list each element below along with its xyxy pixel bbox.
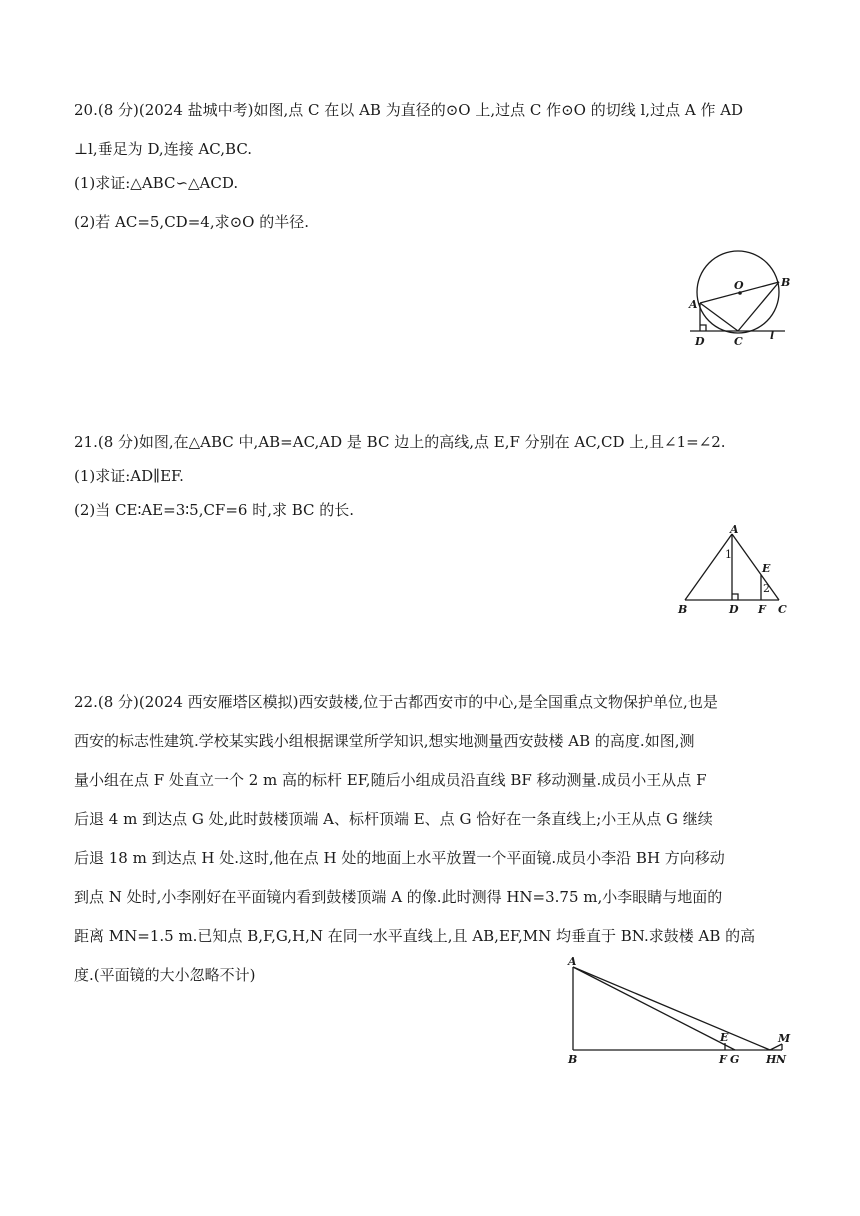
label-a: A (689, 298, 698, 311)
problem-22-line-8: 度.(平面镜的大小忽略不计) (74, 966, 256, 984)
problem-22-line-1: 22.(8 分)(2024 西安雁塔区模拟)西安鼓楼,位于古都西安市的中心,是全国重点文物保护单位,也是 (74, 693, 718, 711)
problem-21-part-2: (2)当 CE∶AE=3∶5,CF=6 时,求 BC 的长. (74, 501, 355, 519)
label-a: A (568, 955, 577, 968)
label-g: G (730, 1053, 740, 1066)
label-a: A (730, 523, 739, 536)
problem-20-part-1: (1)求证:△ABC∽△ACD. (74, 174, 239, 192)
problem-22-line-6: 到点 N 处时,小李刚好在平面镜内看到鼓楼顶端 A 的像.此时测得 HN=3.75 m,小李眼睛与地面的 (74, 888, 723, 906)
label-e: E (762, 562, 771, 575)
right-angle-mark-d (732, 594, 738, 600)
sight-line-ag (573, 967, 735, 1050)
side-ab (685, 534, 732, 600)
problem-22-line-3: 量小组在点 F 处直立一个 2 m 高的标杆 EF,随后小组成员沿直线 BF 移动测量.成员小王从点 F (74, 771, 707, 789)
label-m: M (778, 1032, 791, 1045)
problem-21-part-1: (1)求证:AD∥EF. (74, 467, 184, 485)
problem-22-line-5: 后退 18 m 到达点 H 处.这时,他在点 H 处的地面上水平放置一个平面镜.成员小李沿 BH 方向移动 (74, 849, 725, 867)
problem-20-line-2: ⊥l,垂足为 D,连接 AC,BC. (74, 140, 253, 158)
label-e: E (720, 1031, 729, 1044)
problem-20-line-1: 20.(8 分)(2024 盐城中考)如图,点 C 在以 AB 为直径的⊙O 上,过点 C 作⊙O 的切线 l,过点 A 作 AD (74, 101, 744, 119)
problem-20-part-2: (2)若 AC=5,CD=4,求⊙O 的半径. (74, 213, 309, 231)
label-b: B (678, 603, 688, 616)
problem-22-line-7: 距离 MN=1.5 m.已知点 B,F,G,H,N 在同一水平直线上,且 AB,EF,MN 均垂直于 BN.求鼓楼 AB 的高 (74, 927, 756, 945)
circle-o (697, 251, 779, 333)
label-f: F (719, 1053, 727, 1066)
label-b: B (568, 1053, 578, 1066)
label-b: B (781, 276, 791, 289)
problem-21-line-1: 21.(8 分)如图,在△ABC 中,AB=AC,AD 是 BC 边上的高线,点 E,F 分别在 AC,CD 上,且∠1=∠2. (74, 433, 726, 451)
drum-tower-figure (560, 950, 800, 1075)
side-ac (732, 534, 779, 600)
angle-label-2: 2 (763, 582, 770, 595)
label-l: l (770, 329, 775, 342)
label-o: O (734, 279, 744, 292)
problem-22-line-2: 西安的标志性建筑.学校某实践小组根据课堂所学知识,想实地测量西安鼓楼 AB 的高度.如图,测 (74, 732, 695, 750)
isosceles-triangle-figure (672, 520, 802, 620)
label-c: C (734, 335, 743, 348)
right-angle-mark-d (700, 325, 706, 331)
angle-label-1: 1 (725, 548, 732, 561)
label-c: C (778, 603, 787, 616)
label-f: F (758, 603, 766, 616)
label-h: H (766, 1053, 777, 1066)
circle-tangent-figure (680, 250, 800, 350)
label-n: N (776, 1053, 787, 1066)
label-d: D (729, 603, 739, 616)
line-ah (573, 967, 770, 1050)
label-d: D (695, 335, 705, 348)
problem-22-line-4: 后退 4 m 到达点 G 处,此时鼓楼顶端 A、标杆顶端 E、点 G 恰好在一条直线上;小王从点 G 继续 (74, 810, 713, 828)
segment-bc (738, 282, 779, 331)
